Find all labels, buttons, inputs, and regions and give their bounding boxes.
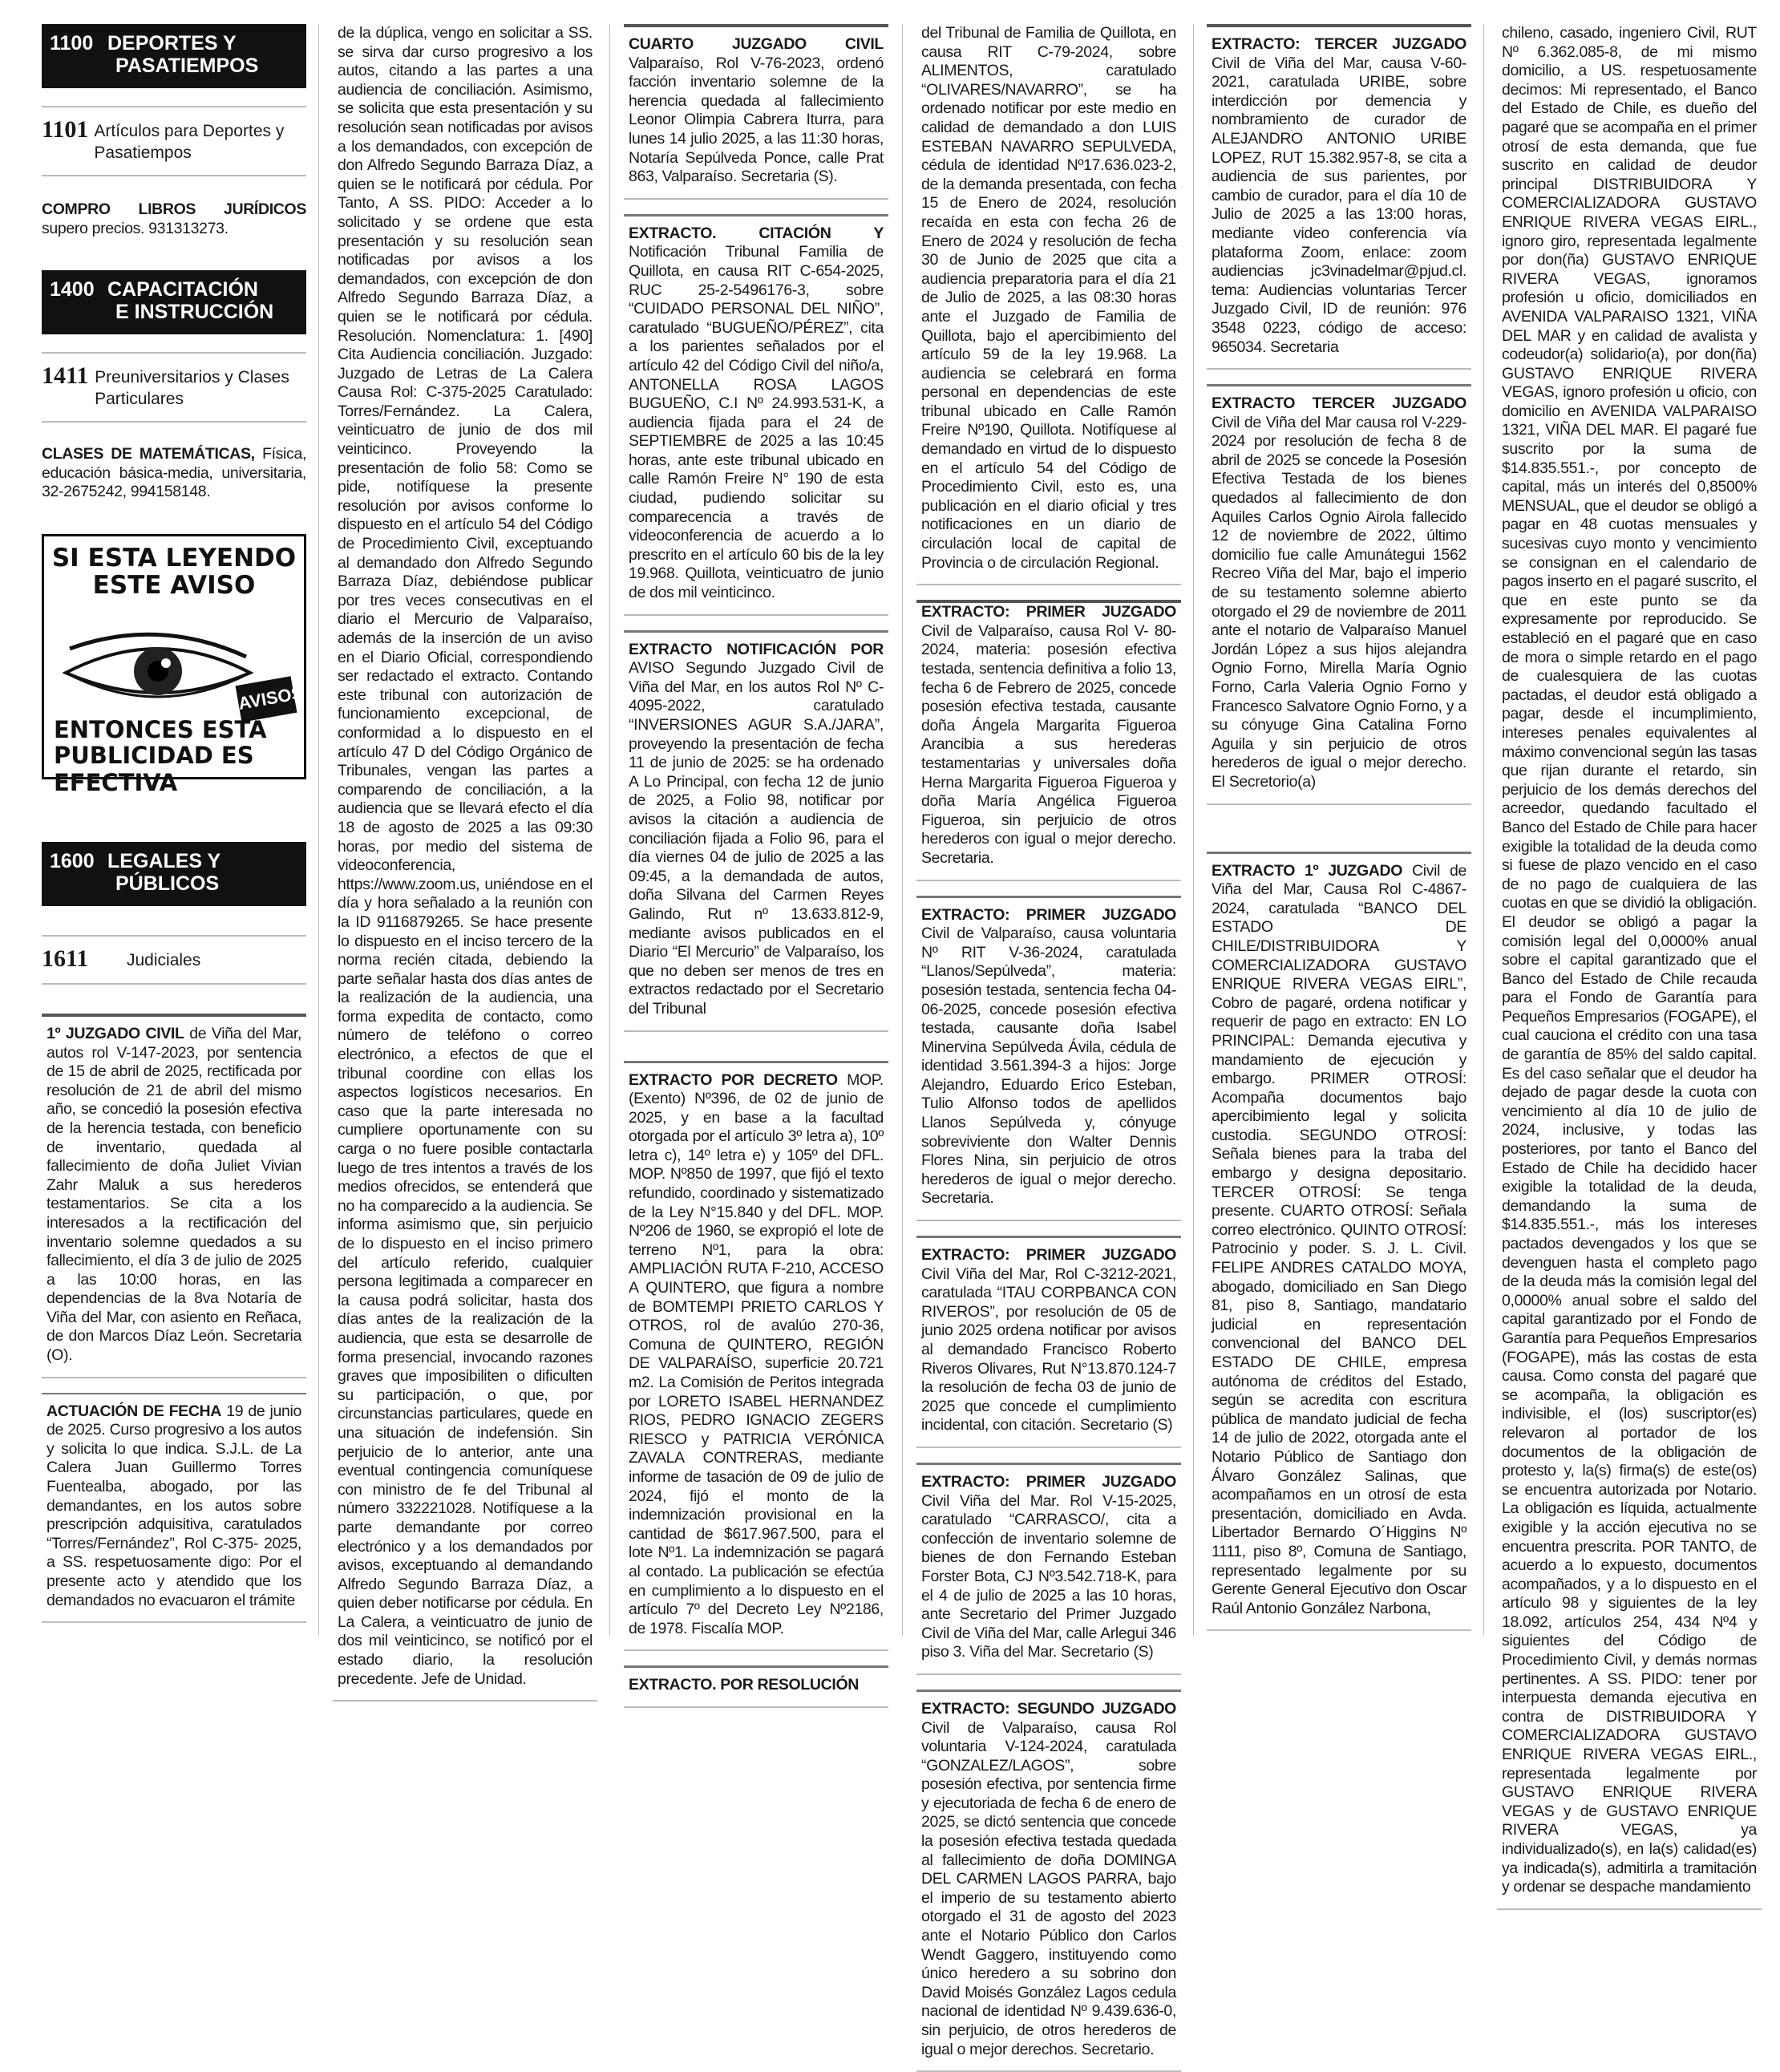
column-rule (1483, 24, 1484, 1636)
ad-text: Física, educación básica-media, universitaria, 32-2675242, 994158148. (42, 445, 307, 501)
notice-heading: EXTRACTO: PRIMER JUZGADO (921, 603, 1176, 621)
promo-ad (42, 534, 306, 796)
legal-notice-continued (1497, 24, 1762, 1910)
subsection-number: 1411 (42, 362, 89, 390)
legal-notice (916, 600, 1181, 880)
notice-body: Notificación Tribunal Familia de Quillota, en causa RIT C-654-2025, RUC 25-2-5496176-3, sobre “CUIDADO PERSONAL DEL NIÑO”, caratulado “BUGUEÑO/PÉREZ”, cita a los parientes señalados por el artículo 42 del Código Civil del niño/a, ANTONELLA ROSA LAGOS BUGUEÑO, C.I Nº 24.993.531-K, a audiencia fijada para el 24 de SEPTIEMBRE de 2025 a las 10:45 horas, ante este tribunal ubicado en calle Ramón Freire N° 190 de esta ciudad, pudiendo solicitar su comparecencia a través de videoconferencia de acuerdo a lo prescrito en el artículo 60 bis de la ley 19.968. Quillota, veinticuatro de junio de dos mil veinticinco. (629, 243, 884, 602)
promo-headline: ENTONCES ESTA (54, 715, 267, 743)
column-6 (1497, 24, 1762, 1896)
subsection-label: Preuniversitarios y Clases Particulares (95, 368, 289, 409)
ad-title: CLASES DE MATEMÁTICAS, (42, 445, 255, 463)
notice-heading: EXTRACTO. CITACIÓN Y (629, 224, 884, 242)
subsection-label: Judiciales (127, 950, 201, 969)
avisos-logo: AVISOS (236, 676, 297, 722)
legal-notice (624, 214, 888, 616)
column-5 (1207, 24, 1471, 1636)
notice-body: Civil de Valparaíso, causa voluntaria Nº RIT V-36-2024, caratulada “Llanos/Sepúlveda”, materia: posesión testada, sentencia fecha 04-06-2025, concede posesión efectiva testada, causante doña Isabel Minervina Sepúlveda Ávila, cédula de identidad 3.561.394-3 a hijos: Jorge Alejandro, Eduardo Erico Esteban, Tulio Alfonso todos de apellidos Llanos Sepúlveda y, cónyuge sobreviviente don Walter Dennis Flores Nina, sin perjuicio de otros herederos de igual o mejor derecho. Secretaria. (921, 925, 1176, 1208)
legal-notice (916, 1236, 1181, 1448)
subsection-1101 (42, 106, 306, 176)
notice-heading: CUARTO JUZGADO CIVIL (629, 35, 884, 53)
notice-heading: EXTRACTO. POR RESOLUCIÓN (629, 1676, 860, 1694)
notice-heading: EXTRACTO: PRIMER JUZGADO (921, 905, 1176, 924)
notice-body: AVISO Segundo Juzgado Civil de Viña del Mar, en los autos Rol Nº C-4095-2022, caratulado “INVERSIONES AGUR S.A./JARA”, proveyendo la presentación de fecha 11 de junio de 2025: se ha ordenado A Lo Principal, con fecha 12 de junio de 2025, a Folio 98, notificar por avisos la citación a audiencia de conciliación fijada a Folio 96, para el día viernes 04 de julio de 2025 a las 09:45, a la demandada de autos, doña Silvana del Carmen Reyes Galindo, Rut nº 13.633.812-9, mediante avisos publicados en el Diario “El Mercurio” de Valparaíso, los que no deben ser menos de tres en extractos redactado por el Secretario del Tribunal (629, 659, 884, 1018)
notice-heading: EXTRACTO: PRIMER JUZGADO (921, 1246, 1176, 1265)
notice-heading: EXTRACTO TERCER JUZGADO (1212, 395, 1466, 413)
subsection-1411 (42, 352, 306, 423)
notice-body-continued: chileno, casado, ingeniero Civil, RUT Nº 6.362.085-8, de mi mismo domicilio, a US. respetuosamente decimos: Mi representado, el Banco del Estado de Chile, es dueño del pagaré que se acompaña en el primer otrosí de esta demanda, que fue suscrito en calidad de deudor principal DISTRIBUIDORA Y COMERCIALIZADORA GUSTAVO ENRIQUE RIVERA VEGAS EIRL., ignoro giro, representada legalmente por don(ña) GUSTAVO ENRIQUE RIVERA VEGAS, ignoramos profesión u oficio, domiciliados en AVENIDA VALPARAISO 1321, VIÑA DEL MAR y en calidad de avalista y codeudor(a) solidario(a), por don(ña) GUSTAVO ENRIQUE RIVERA VEGAS, ignoro profesión u oficio, con domicilio en AVENIDA VALPARAISO 1321, VIÑA DEL MAR. El pagaré fue suscrito por la suma de $14.835.551.-, por concepto de capital, más un interés del 0,8500% MENSUAL, que el deudor se obligó a pagar en 48 cuotas mensuales y sucesivas cuyo monto y vencimiento se consignan en el calendario de pagos inserto en el pagaré suscrito, el que en este punto se da expresamente por reproducido. Se estableció en el pagaré que en caso de mora o simple retardo en el pago de cualesquiera de las cuotas pactadas, el deudor está obligado a pagar, desde el incumplimiento, intereses penales equivalentes al máximo convencional según las tasas que rijan durante el retardo, sin perjuicio de los demás derechos del acreedor, quedando facultado el Banco del Estado de Chile para hacer exigible la totalidad de la deuda como si fuese de plazo vencido en el caso de no pago de cualquiera de las cuotas en que se dividió la obligación. El deudor se obligó a pagar la comisión legal del 0,0000% anual sobre el capital garantizado que el Banco del Estado de Chile recauda para el Fondo de Garantía para Pequeños Empresarios (FOGAPE), el cual cauciona el crédito con una tasa de garantía de 85% del saldo capital. Es del caso señalar que el deudor ha dejado de pagar desde la cuota con vencimiento al día 10 de julio de 2024, inclusive, y todas las posteriores, por tanto el Banco del Estado de Chile ha decidido hacer exigible la totalidad de la deuda, demandando la suma de $14.835.551.-, más los intereses pactados devengados y los que se devenguen hasta el completo pago de la deuda más la comisión legal del 0,0000% anual sobre el saldo del capital garantizado por el Fondo de Garantía para Pequeños Empresarios (FOGAPE), más las costas de esta causa. Como consta del pagaré que se acompaña, la obligación es indivisible, el (los) suscriptor(es) relevaron al portador de los documentos de la obligación de protesto y, la(s) firma(s) de este(os) se encuentra autorizada por Notario. La obligación es líquida, actualmente exigible y la acción ejecutiva no se encuentra prescrita. POR TANTO, de acuerdo a lo expuesto, documentos acompañados, y a lo dispuesto en el artículo 98 y siguientes de la ley 18.092, artículos 254, 434 Nº4 y siguientes del Código de Procedimiento Civil, y demás normas pertinentes. A SS. PIDO: tener por interpuesta demanda ejecutiva en contra de DISTRIBUIDORA Y COMERCIALIZADORA GUSTAVO ENRIQUE RIVERA VEGAS EIRL., representada legalmente por GUSTAVO ENRIQUE RIVERA VEGAS y de GUSTAVO ENRIQUE RIVERA VEGAS, ya individualizado(s), en la(s) calidad(es) ya indicada(s), admitirla a tramitación y ordenar se despache mandamiento (1502, 24, 1757, 1896)
column-3 (624, 24, 888, 1694)
legal-notice (916, 1690, 1181, 2072)
legal-notice-continued (333, 24, 597, 1702)
promo-headline: ESTE AVISO (92, 570, 256, 600)
notice-body: de Viña del Mar, autos rol V-147-2023, por sentencia de 15 de abril de 2025, rectificada por resolución de 21 de abril del mismo año, se concedió la posesión efectiva de la herencia testada, con beneficio de inventario, quedada al fallecimiento de doña Juliet Vivian Zahr Maluk a sus herederos testamentarios. Se cita a los interesados a la rectificación del inventario solemne quedados a su fallecimiento, el día 3 de julio de 2025 a las 10:00 horas, en las dependencias de la 8va Notaría de Viña del Mar, con asiento en Reñaca, de don Marcos Díaz León. Secretaria (O). (47, 1024, 301, 1365)
notice-heading: EXTRACTO: PRIMER JUZGADO (921, 1472, 1176, 1491)
notice-body: MOP. (Exento) Nº396, de 02 de junio de 2025, y en base a la facultad otorgada por el artículo 3º letra a), 10º letra c), 14º letra e) y 105º del DFL. MOP. Nº850 de 1997, que fijó el texto refundido, coordinado y sistematizado de la Ley N°15.840 y del DFL. MOP. Nº206 de 1960, se expropió el lote de terreno Nº1, para la obra: AMPLIACIÓN RUTA F-210, ACCESO A QUINTERO, que figura a nombre de BOMTEMPI PRIETO CARLOS Y OTROS, rol de avalúo 270-36, Comuna de QUINTERO, REGIÓN DE VALPARAÍSO, superficie 20.721 m2. La Comisión de Peritos integrada por LORETO ISABEL HERNANDEZ RIOS, PEDRO IGNACIO ZEGERS RIESCO y PATRICIA VERÓNICA ZAVALA CONTRERAS, mediante informe de tasación de 09 de julio de 2024, fijó el monto de la indemnización provisional en la cantidad de $617.967.500, para el lote Nº1. La indemnización se pagará al contado. La publicación se efectúa en cumplimiento a lo dispuesto en el artículo 7º del Decreto Ley Nº2186, de 1978. Fiscalía MOP. (629, 1070, 884, 1637)
notice-heading: EXTRACTO: SEGUNDO JUZGADO (921, 1699, 1176, 1718)
section-title: CAPACITACIÓN (107, 278, 258, 301)
notice-body: Civil Viña del Mar. Rol V-15-2025, caratulado “CARRASCO/, cita a confección de inventario solemne de bienes de don Fernando Esteban Forster Bota, CJ Nº3.542.718-K, para el 4 de julio de 2025 a las 10 horas, ante Secretario del Primer Juzgado Civil de Viña del Mar, calle Arlegui 346 piso 3. Viña del Mar. Secretario (S) (921, 1491, 1176, 1661)
column-2 (333, 24, 597, 1688)
ad-text: supero precios. 931313273. (42, 219, 229, 237)
subsection-label: Artículos para Deportes y Pasatiempos (94, 122, 285, 162)
notice-heading: EXTRACTO: TERCER JUZGADO (1212, 35, 1466, 53)
legal-notice (1207, 852, 1471, 1632)
legal-notice (42, 1014, 306, 1378)
legal-notice (624, 1061, 888, 1652)
promo-headline: SI ESTA LEYENDO (51, 543, 297, 573)
column-4 (916, 24, 1181, 2058)
notice-heading: EXTRACTO NOTIFICACIÓN POR (629, 640, 884, 658)
subsection-number: 1101 (42, 116, 89, 143)
ad-title: COMPRO LIBROS JURÍDICOS (42, 200, 306, 218)
notice-heading: EXTRACTO 1º JUZGADO (1212, 861, 1403, 880)
notice-body-continued: de la dúplica, vengo en solicitar a SS. se sirva dar curso progresivo a los autos, citando a las partes a una audiencia de conciliación. Asimismo, se solicita que esta presentación y su resolución sean notificadas por avisos a los demandados, con excepción de don Alfredo Segundo Barraza Díaz, a quien se le notificará por cédula. Por Tanto, A SS. PIDO: Acceder a lo solicitado y se ordene que esta presentación y su resolución sean notificadas por avisos a los demandados, con excepción de don Alfredo Segundo Barraza Díaz, a quien se le notificará por cédula. Resolución. Nomenclatura: 1. [490] Cita Audiencia conciliación. Juzgado: Juzgado de Letras de La Calera Causa Rol: C-375-2025 Caratulado: Torres/Fernández. La Calera, veinticuatro de junio de dos mil veinticinco. Proveyendo la presentación de folio 58: Como se pide, notifíquese la presente resolución por avisos conforme lo dispuesto en el artículo 54 del Código de Procedimiento Civil, exceptuando al demandado don Alfredo Segundo Barraza Díaz, debiéndose publicar por tres veces consecutivas en el diario el Mercurio de Valparaíso, además de la inserción de un aviso en el Diario Oficial, correspondiendo ser redactado el extracto. Contando este tribunal con autorización de funcionamiento excepcional, de conformidad a lo dispuesto en el artículo 47 D del Código Orgánico de Tribunales, vengan las partes a comparendo de conciliación, a la audiencia que se llevará efecto el día 18 de agosto de 2025 a las 09:30 horas, por medio del sistema de videoconferencia, https://www.zoom.us, uniéndose en el día y hora señalado a la reunión con la ID 9116879265. Se hace presente lo dispuesto en el inciso tercero de la norma recién citada, debiendo la parte señalar hasta dos días antes de la realización de la audiencia, una forma expedita de contacto, como número de teléfono o correo electrónico, a efectos de que el tribunal coordine con ellas los aspectos logísticos necesarios. En caso que la parte interesada no cumpliere oportunamente con su carga o no fuere posible contactarla luego de tres intentos a través de los medios ofrecidos, se entenderá que no ha comparecido a la audiencia. Se informa asimismo que, sin perjuicio de lo dispuesto en el inciso primero del artículo referido, cualquier persona legitimada a comparecer en la causa podrá solicitar, hasta dos días antes de la realización de la audiencia, que esta se desarrolle de forma presencial, invocando razones graves que imposibiliten o dificulten su participación, o que, por circunstancias particulares, quede en una situación de indefensión. Sin perjuicio de lo anterior, ante una eventual contingencia comuníquese con ministro de fe del Tribunal al número 332221028. Notifíquese a la parte demandante por correo electrónico y a los demandados por avisos, exceptuando al demandando Alfredo Segundo Barraza Díaz, a quien deber notificarse por cédula. En La Calera, a veinticuatro de junio de dos mil veinticinco, se notificó por el estado diario, la resolución precedente. Jefe de Unidad. (338, 24, 593, 1688)
column-1 (42, 24, 306, 1636)
legal-notice (1207, 384, 1471, 804)
legal-notice (916, 896, 1181, 1222)
legal-notice (624, 24, 888, 200)
section-title: LEGALES Y (107, 849, 221, 872)
notice-body: 19 de junio de 2025. Curso progresivo a los autos y solicita lo que indica. S.J.L. de La Calera Juan Guillermo Torres Fuentealba, abogado, por las demandantes, en los autos sobre prescripción adquisitiva, caratulados “Torres/Fernández”, Rol C-375- 2025, a SS. respetuosamente digo: Por el presente acto y atendido que los demandados no evacuaron el trámite (47, 1402, 301, 1609)
classified-ad (42, 200, 306, 238)
section-title-line2: PASATIEMPOS (115, 55, 259, 77)
notice-body: Civil de Valparaíso, causa Rol V- 80-2024, materia: posesión efectiva testada, sentencia definitiva a folio 13, fecha 6 de Febrero de 2025, concede posesión efectiva testada, causante doña Ángela Margarita Figueroa Arancibia a sus herederas testamentarias y universales doña Herna Margarita Figueroa Figueroa y doña María Angélica Figueroa Figueroa, sin perjuicio de otros herederos con igual o mejor derecho. Secretaria. (921, 621, 1176, 867)
notice-heading: ACTUACIÓN DE FECHA (47, 1402, 222, 1420)
legal-notice (624, 630, 888, 1032)
section-number: 1100 (50, 32, 94, 55)
notice-body: Valparaíso, Rol V-76-2023, ordenó facción inventario solemne de la herencia quedada al fallecimiento Leonor Olimpia Cabrera Iturra, para lunes 14 julio 2025, a las 11:30 horas, Notaría Sepúlveda Ponce, calle Prat 863, Valparaíso. Secretaria (S). (629, 54, 884, 186)
subsection-1611 (42, 935, 306, 985)
column-rule (902, 24, 903, 1636)
legal-notice (624, 1665, 888, 1708)
notice-body-continued: del Tribunal de Familia de Quillota, en causa RIT C-79-2024, sobre ALIMENTOS, caratulado “OLIVARES/NAVARRO”, se ha ordenado notificar por este medio en calidad de demandado a don LUIS ESTEBAN NAVARRO SEPULVEDA, cédula de identidad Nº17.636.023-2, de la demanda presentada, con fecha 15 de Enero de 2024, resolución recaída en esta con fecha 26 de Enero de 2024 y resolución de fecha 30 de Junio de 2025 que cita a audiencia preparatoria para el día 21 de Julio de 2025, a las 08:30 horas ante el Juzgado de Familia de Quillota, bajo el apercibimiento del artículo 59 de la ley 19.968. La audiencia se celebrará en forma personal en dependencias de este tribunal ubicado en Calle Ramón Freire Nº190, Quillota. Notifíquese al demandado en virtud de lo dispuesto en el artículo 54 del Código de Procedimiento Civil, esto es, una publicación en el diario oficial y tres notificaciones en un diario de circulación local de capital de Provincia o de circulación Regional. (921, 24, 1176, 572)
eye-icon (62, 625, 254, 705)
notice-body: Civil de Viña del Mar, Causa Rol C-4867-2024, caratulada “BANCO DEL ESTADO DE CHILE/DISTRIBUIDORA Y COMERCIALIZADORA GUSTAVO ENRIQUE RIVERA VEGAS EIRL”, Cobro de pagaré, ordena notificar y requerir de pago en extracto: EN LO PRINCIPAL: Demanda ejecutiva y mandamiento de ejecución y embargo. PRIMER OTROSÍ: Acompaña documentos bajo apercibimiento legal y solicita custodia. SEGUNDO OTROSÍ: Señala bienes para la traba del embargo y designa depositario. TERCER OTROSÍ: Se tenga presente. CUARTO OTROSÍ: Señala correo electrónico. QUINTO OTROSÍ: Patrocinio y poder. S. J. L. Civil. FELIPE ANDRES CATALDO MOYA, abogado, domiciliado en San Diego 81, piso 8, Santiago, mandatario judicial en representación convencional del BANCO DEL ESTADO DE CHILE, empresa autónoma de créditos del Estado, según se acredita con escritura pública de mandato judicial de fecha 14 de julio de 2022, otorgada ante el Notario Público de Santiago don Álvaro González Salinas, que acompañamos en un otrosí de esta presentación, domiciliado en Avda. Libertador Bernardo O´Higgins Nº 1111, piso 8º, Comuna de Santiago, representado legalmente por su Gerente General Ejecutivo don Oscar Raúl Antonio González Narbona, (1212, 861, 1466, 1617)
promo-headline: PUBLICIDAD ES EFECTIVA (54, 741, 254, 796)
section-title-line2: E INSTRUCCIÓN (115, 301, 274, 324)
column-rule (609, 24, 610, 1636)
section-number: 1400 (50, 278, 95, 301)
legal-notice (1207, 24, 1471, 370)
classified-ad (42, 445, 306, 502)
legal-notice-continued (916, 24, 1181, 585)
legal-notice (916, 1463, 1181, 1675)
section-title: DEPORTES Y (107, 32, 237, 55)
notice-body: Civil Viña del Mar, Rol C-3212-2021, caratulada “ITAU CORPBANCA CON RIVEROS”, por resolución de 05 de junio 2025 ordena notificar por avisos al demandado Francisco Roberto Riveros Olivares, Rut N°13.870.124-7 la resolución de fecha 03 de junio de 2025 que concede el cumplimiento incidental, con citación. Secretario (S) (921, 1265, 1176, 1435)
column-rule (1193, 24, 1194, 1636)
section-header-1600 (42, 842, 306, 906)
section-header-1100 (42, 24, 306, 88)
section-title-line2: PÚBLICOS (115, 872, 220, 895)
legal-notice (42, 1393, 306, 1624)
column-rule (318, 24, 319, 1636)
section-number: 1600 (50, 849, 95, 872)
subsection-number: 1611 (42, 945, 89, 972)
notice-heading: 1º JUZGADO CIVIL (47, 1024, 184, 1042)
notice-body: Civil de Viña del Mar, causa V-60-2021, caratulada URIBE, sobre interdicción por demencia y nombramiento de curador de ALEJANDRO ANTONIO URIBE LOPEZ, RUT 15.382.957-8, se cita a audiencia de sus parientes, por cambio de curador, para el día 10 de Julio de 2025 a las 13:00 horas, mediante video conferencia vía plataforma Zoom, enlace: zoom audiencias jc3vinadelmar@pjud.cl. tema: Audiencias voluntarias Tercer Juzgado Civil, ID de reunión: 976 3548 0223, código de acceso: 965034. Secretaria (1212, 54, 1466, 356)
notice-heading: EXTRACTO POR DECRETO (629, 1070, 838, 1089)
notice-body: Civil de Viña del Mar causa rol V-229-2024 por resolución de fecha 8 de abril de 2025 se concede la Posesión Efectiva Testada de los bienes quedados al fallecimiento de don Aquiles Carlos Ognio Airola fallecido 12 de noviembre de 2022, último domicilio fue calle Amunátegui 1562 Recreo Viña del Mar, bajo el imperio de su testamento solemne abierto otorgado el 29 de noviembre de 2011 ante el notario de Valparaíso Manuel Jordán López a sus hijos alejandra Ognio Forno, Mirella María Ognio Forno, Carla Valeria Ognio Forno y Francesco Salvatore Ognio Forno, y a su cónyuge Gina Catalina Forno Aguila y sin perjuicio de otros herederos de igual o mejor derecho. El Secretorio(a) (1212, 413, 1466, 791)
notice-body: Civil de Valparaíso, causa Rol voluntaria V-124-2024, caratulada “GONZALEZ/LAGOS”, sobre posesión efectiva, por sentencia firme y ejecutoriada de fecha 6 de enero de 2025, se dictó sentencia que concede la posesión efectiva testada quedada al fallecimiento de doña DOMINGA DEL CARMEN LAGOS PARRA, bajo el imperio de su testamento abierto otorgado el 31 de agosto del 2023 ante el Notario Público don Carlos Wendt Gaggero, instituyendo como único heredero a su sobrino don David Moisés González Lagos cedula nacional de identidad Nº 9.439.636-0, sin perjuicio, de otros herederos de igual o mejor derechos. Secretario. (921, 1718, 1176, 2058)
section-header-1400 (42, 270, 306, 334)
